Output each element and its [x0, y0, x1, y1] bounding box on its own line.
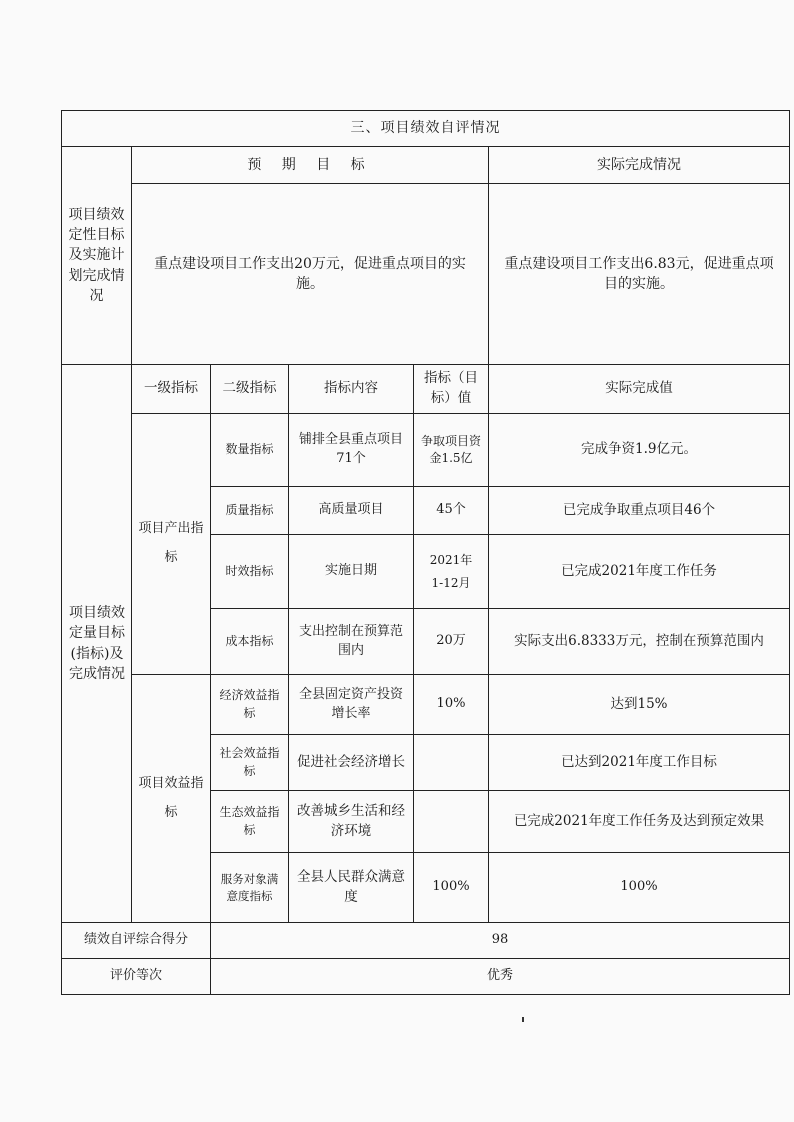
part2-side-label: [62, 365, 132, 923]
scan-speck: [522, 1017, 524, 1022]
row-level2: 社会效益指标: [211, 735, 289, 791]
row-level2: 数量指标: [211, 414, 289, 487]
row-actual: 已完成争取重点项目46个: [489, 487, 790, 535]
section-title: 三、项目绩效自评情况: [62, 111, 790, 147]
part1-side-label-text: 项目绩效定性目标及实施计划完成情况: [68, 206, 125, 304]
performance-table: [61, 110, 790, 995]
row-level2-text: 服务对象满意度指标: [220, 871, 279, 903]
row-actual: 已完成2021年度工作任务: [489, 535, 790, 609]
grade-label: 评价等次: [62, 959, 211, 995]
row-content: 全县人民群众满意度: [289, 853, 414, 923]
group-benefit-label: [132, 675, 211, 923]
grade-value: 优秀: [211, 959, 790, 995]
group-benefit-label-text: 项目效益指标: [138, 775, 204, 820]
row-level2: 质量指标: [211, 487, 289, 535]
row-target: 10%: [414, 675, 489, 735]
row-target: 100%: [414, 853, 489, 923]
group-output-label-text: 项目产出指标: [138, 521, 204, 565]
row-target: 20万: [414, 609, 489, 675]
actual-text-cell: [489, 184, 790, 365]
row-level2: 时效指标: [211, 535, 289, 609]
row-level2: 成本指标: [211, 609, 289, 675]
row-target: 争取项目资金1.5亿: [414, 414, 489, 487]
header-level1: 一级指标: [132, 365, 211, 414]
score-value: 98: [211, 923, 790, 959]
row-actual: 100%: [489, 853, 790, 923]
part1-side-label: [62, 147, 132, 365]
row-content: 促进社会经济增长: [289, 735, 414, 791]
expected-text: 重点建设项目工作支出20万元，促进重点项目的实施。: [154, 255, 466, 292]
expected-text-cell: [132, 184, 489, 365]
row-level2: 经济效益指标: [211, 675, 289, 735]
header-actual: 实际完成值: [489, 365, 790, 414]
row-content: 全县固定资产投资增长率: [289, 675, 414, 735]
performance-form: [61, 110, 789, 1002]
row-target: [414, 791, 489, 853]
row-actual: 达到15%: [489, 675, 790, 735]
score-label: 绩效自评综合得分: [62, 923, 211, 959]
row-target-text: 2021年1-12月: [429, 552, 473, 590]
actual-text: 重点建设项目工作支出6.83元，促进重点项目的实施。: [504, 255, 774, 292]
row-actual: 完成争资1.9亿元。: [489, 414, 790, 487]
header-level2: 二级指标: [211, 365, 289, 414]
header-content: 指标内容: [289, 365, 414, 414]
row-content: 实施日期: [289, 535, 414, 609]
row-content: 支出控制在预算范围内: [289, 609, 414, 675]
row-level2: 生态效益指标: [211, 791, 289, 853]
row-content: 改善城乡生活和经济环境: [289, 791, 414, 853]
row-content: 高质量项目: [289, 487, 414, 535]
group-output-label: [132, 414, 211, 675]
row-actual: 实际支出6.8333万元，控制在预算范围内: [489, 609, 790, 675]
header-target: 指标（目标）值: [414, 365, 489, 414]
row-target: [414, 735, 489, 791]
row-content: 铺排全县重点项目71个: [289, 414, 414, 487]
row-level2: [211, 853, 289, 923]
part2-side-label-text: 项目绩效定量目标(指标)及完成情况: [69, 604, 125, 682]
row-target: 45个: [414, 487, 489, 535]
row-actual: 已达到2021年度工作目标: [489, 735, 790, 791]
row-actual: 已完成2021年度工作任务及达到预定效果: [489, 791, 790, 853]
expected-header: 预 期 目 标: [132, 147, 489, 184]
row-target: [414, 535, 489, 609]
actual-header: 实际完成情况: [489, 147, 790, 184]
